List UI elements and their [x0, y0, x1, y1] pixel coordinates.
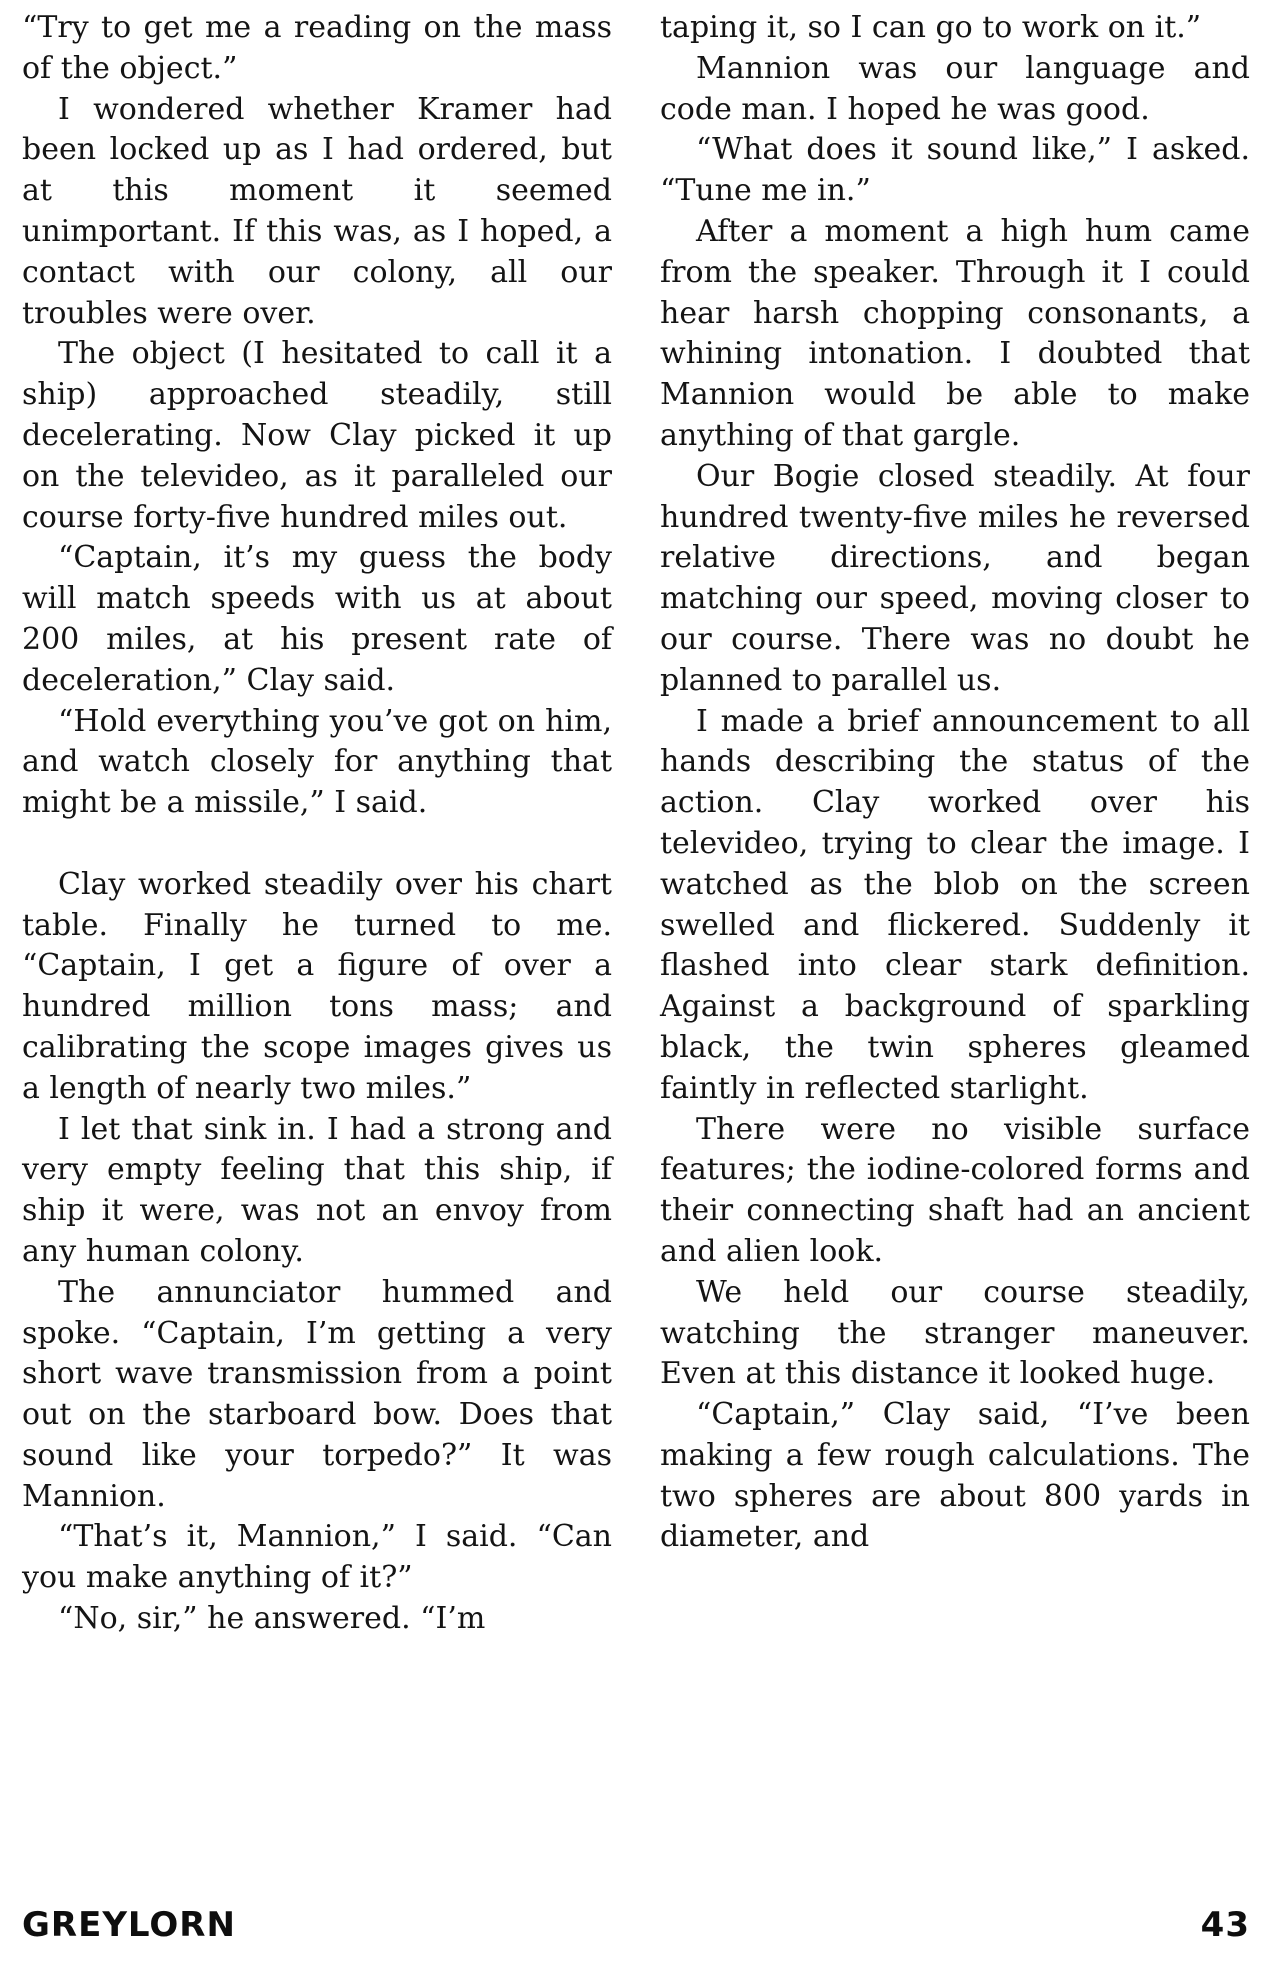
running-title: GREYLORN [22, 1905, 236, 1945]
paragraph: “Hold everything you’ve got on him, and watch closely for anything that might be a missile,” I said. [22, 703, 612, 821]
paragraph: “Captain,” Clay said, “I’ve been making a few rough calculations. The two spheres are about 800 yards in diameter, and [660, 1397, 1250, 1555]
paragraph: Mannion was our language and code man. I hoped he was good. [660, 50, 1250, 127]
paragraph: “No, sir,” he answered. “I’m [58, 1601, 486, 1637]
paragraph: “That’s it, Mannion,” I said. “Can you make anything of it?” [22, 1519, 612, 1596]
paragraph: I wondered whether Kramer had been locked up as I had ordered, but at this moment it seemed unimportant. If this was, as I hoped, a contact with our colony, all our troubles were over. [22, 91, 612, 331]
paragraph: “What does it sound like,” I asked. “Tune me in.” [660, 132, 1250, 209]
paragraph: Clay worked steadily over his chart table. Finally he turned to me. “Captain, I get a figure of over a hundred million tons mass; and calibrating the scope images gives us a length of nearly two miles.” [22, 866, 612, 1106]
page-number: 43 [1200, 1905, 1250, 1945]
paragraph: I let that sink in. I had a strong and very empty feeling that this ship, if ship it were, was not an envoy from any human colony. [22, 1111, 612, 1269]
right-column [660, 8, 1250, 1558]
paragraph: There were no visible surface features; the iodine-colored forms and their connecting shaft had an ancient and alien look. [660, 1111, 1250, 1269]
left-column [22, 8, 612, 1640]
paragraph: The object (I hesitated to call it a ship) approached steadily, still decelerating. Now Clay picked it up on the televideo, as it paralleled our course forty-five hundred miles out. [22, 336, 612, 535]
paragraph: The annunciator hummed and spoke. “Captain, I’m getting a very short wave transmission from a point out on the starboard bow. Does that sound like your torpedo?” It was Mannion. [22, 1274, 612, 1514]
paragraph: “Try to get me a reading on the mass of the object.” [22, 10, 612, 86]
paragraph: We held our course steadily, watching the stranger maneuver. Even at this distance it looked huge. [660, 1274, 1250, 1392]
paragraph: After a moment a high hum came from the speaker. Through it I could hear harsh chopping consonants, a whining intonation. I doubted that Mannion would be able to make anything of that gargle. [660, 213, 1250, 453]
paragraph: taping it, so I can go to work on it.” [660, 10, 1202, 45]
paragraph: “Captain, it’s my guess the body will match speeds with us at about 200 miles, at his present rate of deceleration,” Clay said. [22, 540, 612, 698]
paragraph: I made a brief announcement to all hands describing the status of the action. Clay worked over his televideo, trying to clear the image. I watched as the blob on the screen swelled and flickered. Suddenly it flashed into clear stark definition. Against a background of sparkling black, the twin spheres gleamed faintly in reflected starlight. [660, 703, 1250, 1106]
paragraph: Our Bogie closed steadily. At four hundred twenty-five miles he reversed relative directions, and began matching our speed, moving closer to our course. There was no doubt he planned to parallel us. [660, 458, 1250, 698]
